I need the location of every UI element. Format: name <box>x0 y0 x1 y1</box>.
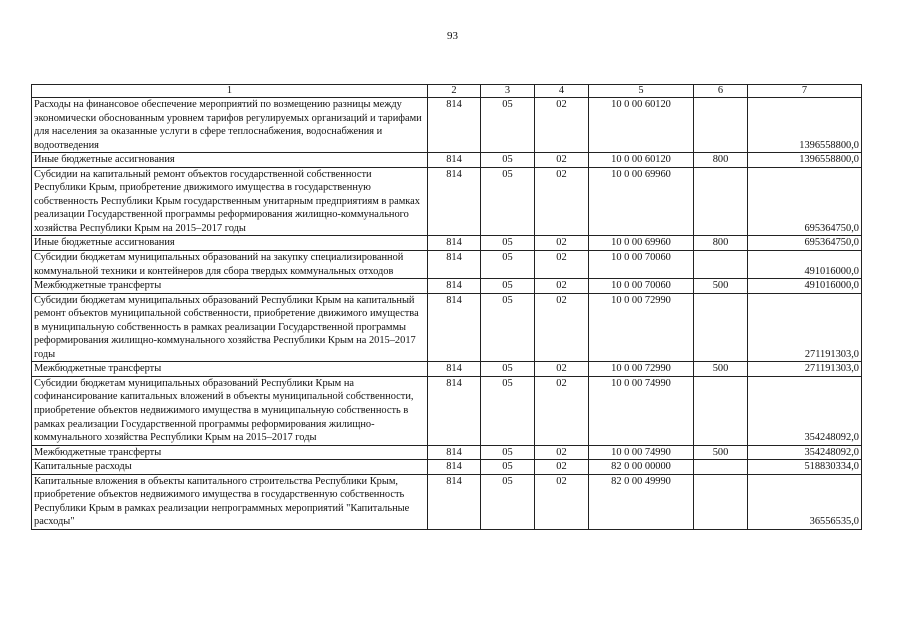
column-header: 4 <box>535 85 589 98</box>
column-header: 1 <box>32 85 428 98</box>
table-row <box>32 251 862 279</box>
row-target-code: 10 0 00 72990 <box>589 293 694 362</box>
row-ministry-code: 814 <box>428 236 481 251</box>
row-ministry-code: 814 <box>428 251 481 279</box>
row-amount: 518830334,0 <box>748 460 862 475</box>
row-target-code: 10 0 00 69960 <box>589 167 694 236</box>
row-section-code: 05 <box>481 362 535 377</box>
row-target-code: 10 0 00 74990 <box>589 376 694 445</box>
page-number: 93 <box>447 30 458 42</box>
row-description: Субсидии бюджетам муниципальных образований Республики Крым на софинансирование капитальных вложений в объекты муниципальной собственности, приобретение объектов недвижимого имущества в муниципальную собственность в рамках реализации Государственной программы реформирования жилищно-коммунального хозяйства Республики Крым на 2015–2017 годы <box>32 376 428 445</box>
row-expense-type-code: 500 <box>694 445 748 460</box>
row-target-code: 10 0 00 72990 <box>589 362 694 377</box>
row-description: Субсидии на капитальный ремонт объектов государственной собственности Республики Крым, приобретение движимого имущества в государственную собственность Республики Крым государственным унитарным предприятиям в рамках реализации Государственной программы реформирования жилищно-коммунального хозяйства Республики Крым на 2015–2017 годы <box>32 167 428 236</box>
row-section-code: 05 <box>481 98 535 153</box>
table-row <box>32 293 862 362</box>
row-expense-type-code <box>694 293 748 362</box>
column-header: 3 <box>481 85 535 98</box>
row-expense-type-code <box>694 460 748 475</box>
row-section-code: 05 <box>481 279 535 294</box>
table-row <box>32 98 862 153</box>
row-subsection-code: 02 <box>535 445 589 460</box>
row-section-code: 05 <box>481 460 535 475</box>
table-row <box>32 153 862 168</box>
row-ministry-code: 814 <box>428 293 481 362</box>
row-ministry-code: 814 <box>428 167 481 236</box>
row-subsection-code: 02 <box>535 167 589 236</box>
row-ministry-code: 814 <box>428 460 481 475</box>
row-subsection-code: 02 <box>535 98 589 153</box>
row-target-code: 10 0 00 60120 <box>589 153 694 168</box>
row-expense-type-code: 500 <box>694 279 748 294</box>
table-row <box>32 445 862 460</box>
table-row <box>32 362 862 377</box>
row-subsection-code: 02 <box>535 153 589 168</box>
row-amount: 491016000,0 <box>748 251 862 279</box>
row-target-code: 10 0 00 70060 <box>589 251 694 279</box>
row-subsection-code: 02 <box>535 376 589 445</box>
row-expense-type-code: 800 <box>694 153 748 168</box>
row-subsection-code: 02 <box>535 293 589 362</box>
row-description: Субсидии бюджетам муниципальных образований на закупку специализированной коммунальной техники и контейнеров для сбора твердых коммунальных отходов <box>32 251 428 279</box>
row-subsection-code: 02 <box>535 251 589 279</box>
row-ministry-code: 814 <box>428 362 481 377</box>
row-description: Капитальные вложения в объекты капитального строительства Республики Крым, приобретение объектов недвижимого имущества в государственную собственность Республики Крым в рамках реализации непрограммных мероприятий "Капитальные расходы" <box>32 474 428 529</box>
table-header-row <box>32 85 862 98</box>
row-amount: 354248092,0 <box>748 445 862 460</box>
row-description: Межбюджетные трансферты <box>32 445 428 460</box>
row-description: Субсидии бюджетам муниципальных образований Республики Крым на капитальный ремонт объектов муниципальной собственности, приобретение движимого имущества в муниципальную собственность в рамках реализации Государственной программы реформирования жилищно-коммунального хозяйства Республики Крым на 2015–2017 годы <box>32 293 428 362</box>
row-subsection-code: 02 <box>535 362 589 377</box>
row-ministry-code: 814 <box>428 474 481 529</box>
row-amount: 695364750,0 <box>748 167 862 236</box>
row-description: Межбюджетные трансферты <box>32 279 428 294</box>
row-amount: 1396558800,0 <box>748 98 862 153</box>
row-ministry-code: 814 <box>428 445 481 460</box>
row-expense-type-code <box>694 98 748 153</box>
row-amount: 491016000,0 <box>748 279 862 294</box>
column-header: 6 <box>694 85 748 98</box>
table-row <box>32 279 862 294</box>
row-target-code: 10 0 00 69960 <box>589 236 694 251</box>
table-row <box>32 167 862 236</box>
table-row <box>32 236 862 251</box>
row-description: Межбюджетные трансферты <box>32 362 428 377</box>
row-ministry-code: 814 <box>428 376 481 445</box>
row-ministry-code: 814 <box>428 279 481 294</box>
row-section-code: 05 <box>481 251 535 279</box>
budget-table <box>31 84 862 530</box>
row-section-code: 05 <box>481 167 535 236</box>
row-amount: 1396558800,0 <box>748 153 862 168</box>
row-description: Иные бюджетные ассигнования <box>32 153 428 168</box>
row-section-code: 05 <box>481 236 535 251</box>
row-target-code: 10 0 00 74990 <box>589 445 694 460</box>
row-description: Иные бюджетные ассигнования <box>32 236 428 251</box>
row-amount: 354248092,0 <box>748 376 862 445</box>
row-target-code: 10 0 00 70060 <box>589 279 694 294</box>
column-header: 2 <box>428 85 481 98</box>
row-ministry-code: 814 <box>428 153 481 168</box>
row-expense-type-code: 800 <box>694 236 748 251</box>
row-description: Капитальные расходы <box>32 460 428 475</box>
table-row <box>32 376 862 445</box>
row-amount: 36556535,0 <box>748 474 862 529</box>
row-subsection-code: 02 <box>535 474 589 529</box>
row-section-code: 05 <box>481 474 535 529</box>
row-amount: 695364750,0 <box>748 236 862 251</box>
table-row <box>32 474 862 529</box>
row-expense-type-code <box>694 167 748 236</box>
row-section-code: 05 <box>481 376 535 445</box>
row-expense-type-code <box>694 251 748 279</box>
row-description: Расходы на финансовое обеспечение мероприятий по возмещению разницы между экономически обоснованным уровнем тарифов регулируемых организаций и тарифами для населения за оказанные услуги в сфере теплоснабжения, водоснабжения и водоотведения <box>32 98 428 153</box>
table-row <box>32 460 862 475</box>
row-expense-type-code <box>694 376 748 445</box>
row-section-code: 05 <box>481 293 535 362</box>
row-subsection-code: 02 <box>535 460 589 475</box>
row-target-code: 82 0 00 49990 <box>589 474 694 529</box>
column-header: 5 <box>589 85 694 98</box>
row-subsection-code: 02 <box>535 236 589 251</box>
row-expense-type-code: 500 <box>694 362 748 377</box>
row-amount: 271191303,0 <box>748 293 862 362</box>
row-ministry-code: 814 <box>428 98 481 153</box>
row-target-code: 10 0 00 60120 <box>589 98 694 153</box>
column-header: 7 <box>748 85 862 98</box>
row-section-code: 05 <box>481 153 535 168</box>
row-expense-type-code <box>694 474 748 529</box>
row-target-code: 82 0 00 00000 <box>589 460 694 475</box>
row-subsection-code: 02 <box>535 279 589 294</box>
row-amount: 271191303,0 <box>748 362 862 377</box>
row-section-code: 05 <box>481 445 535 460</box>
